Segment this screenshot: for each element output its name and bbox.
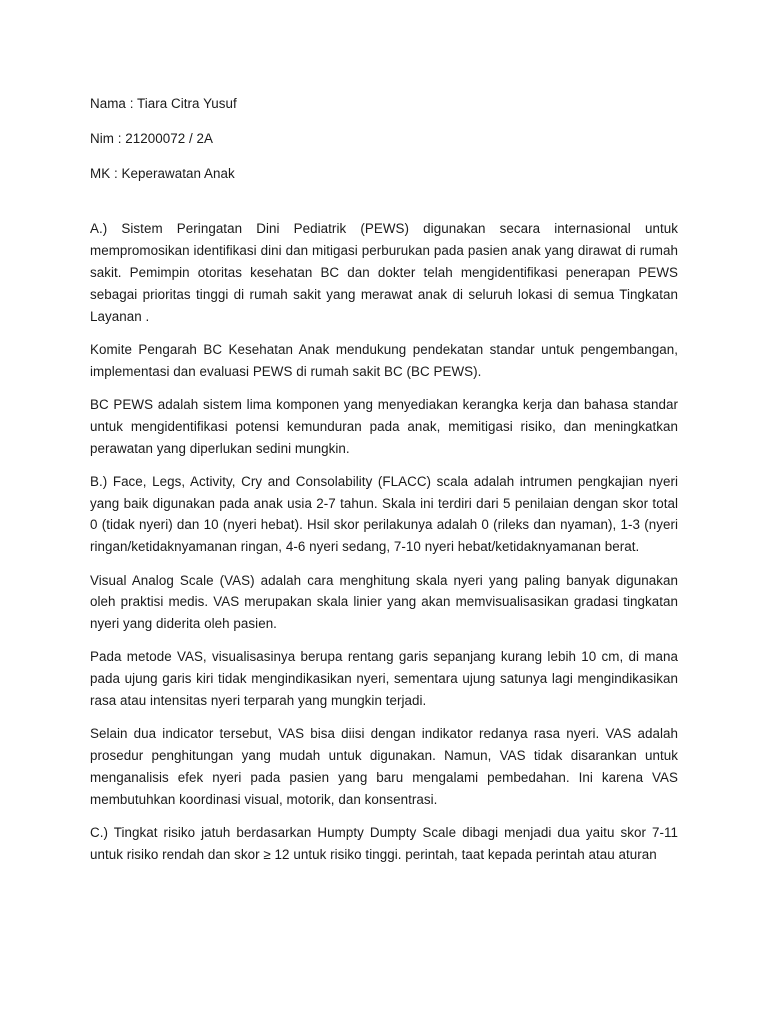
document-body bbox=[90, 93, 678, 877]
course-name: MK : Keperawatan Anak bbox=[90, 165, 235, 181]
paragraph-pews-intro: A.) Sistem Peringatan Dini Pediatrik (PEWS) digunakan secara internasional untuk mempromosikan identifikasi dini dan mitigasi perburukan pada pasien anak yang dirawat di rumah sakit. Pemimpin otoritas kesehatan BC dan dokter telah mengidentifikasi penerapan PEWS sebagai prioritas tinggi di rumah sakit yang merawat anak di seluruh lokasi di semua Tingkatan Layanan . bbox=[90, 221, 678, 324]
student-nim: Nim : 21200072 / 2A bbox=[90, 130, 214, 146]
paragraph-flacc: B.) Face, Legs, Activity, Cry and Consolability (FLACC) scala adalah intrumen pengkajian nyeri yang baik digunakan pada anak usia 2-7 tahun. Skala ini terdiri dari 5 penilaian dengan skor total 0 (tidak nyeri) dan 10 (nyeri hebat). Hsil skor perilakunya adalah 0 (rileks dan nyaman), 1-3 (nyeri ringan/ketidaknyamanan ringan, 4-6 nyeri sedang, 7-10 nyeri hebat/ketidaknyamanan berat. bbox=[90, 473, 678, 555]
paragraph-bc-pews: BC PEWS adalah sistem lima komponen yang menyediakan kerangka kerja dan bahasa standar untuk mengidentifikasi potensi kemunduran pada anak, memitigasi risiko, dan meningkatkan perawatan yang diperlukan sedini mungkin. bbox=[90, 396, 678, 456]
paragraph-vas-definition: Visual Analog Scale (VAS) adalah cara menghitung skala nyeri yang paling banyak digunakan oleh praktisi medis. VAS merupakan skala linier yang akan memvisualisasikan gradasi tingkatan nyeri yang diderita oleh pasien. bbox=[90, 572, 678, 632]
paragraph-pews-committee: Komite Pengarah BC Kesehatan Anak mendukung pendekatan standar untuk pengembangan, implementasi dan evaluasi PEWS di rumah sakit BC (BC PEWS). bbox=[90, 341, 678, 379]
paragraph-humpty-dumpty: C.) Tingkat risiko jatuh berdasarkan Humpty Dumpty Scale dibagi menjadi dua yaitu skor 7-11 untuk risiko rendah dan skor ≥ 12 untuk risiko tinggi. perintah, taat kepada perintah atau aturan bbox=[90, 825, 678, 862]
paragraph-vas-indicator: Selain dua indicator tersebut, VAS bisa diisi dengan indikator redanya rasa nyeri. VAS adalah prosedur penghitungan yang mudah untuk digunakan. Namun, VAS tidak disarankan untuk menganalisis efek nyeri pada pasien yang baru mengalami pembedahan. Ini karena VAS membutuhkan koordinasi visual, motorik, dan konsentrasi. bbox=[90, 726, 678, 807]
paragraph-vas-method: Pada metode VAS, visualisasinya berupa rentang garis sepanjang kurang lebih 10 cm, di mana pada ujung garis kiri tidak mengindikasikan nyeri, sementara ujung satunya lagi mengindikasikan rasa atau intensitas nyeri terparah yang mungkin terjadi. bbox=[90, 649, 678, 709]
student-info bbox=[90, 93, 678, 184]
student-name: Nama : Tiara Citra Yusuf bbox=[90, 96, 237, 111]
